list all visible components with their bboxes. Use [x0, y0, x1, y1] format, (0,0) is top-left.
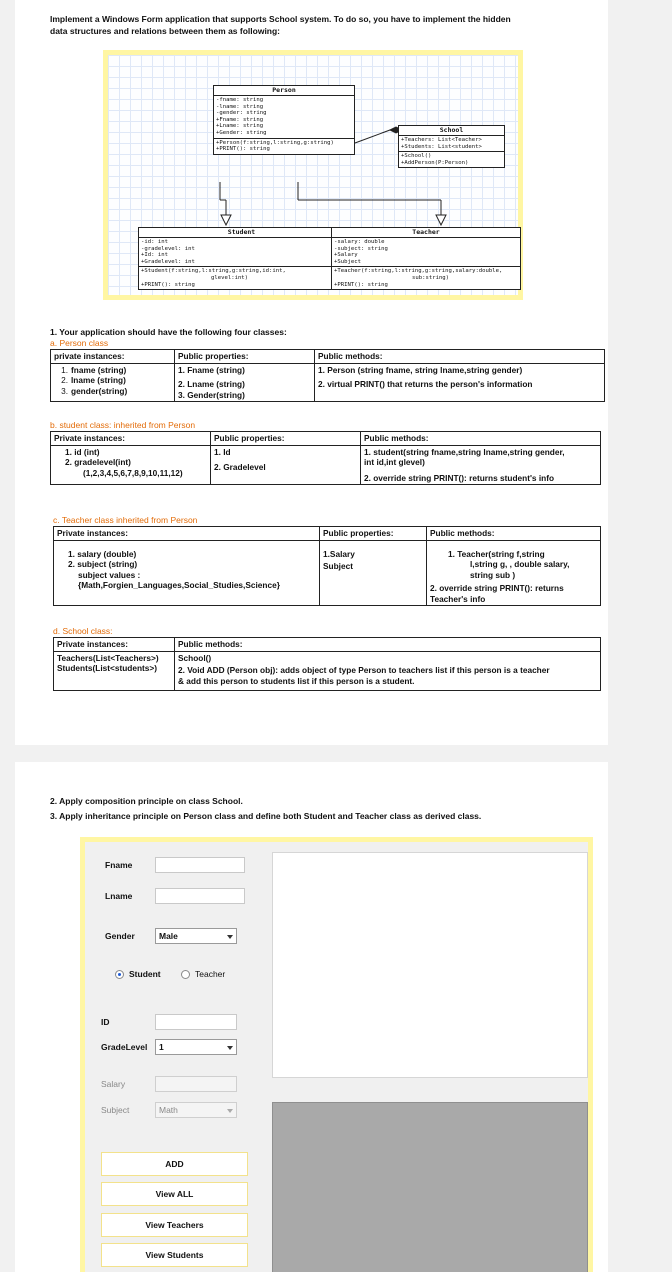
salary-label: Salary	[101, 1079, 126, 1089]
uml-person-attr: +Gender: string	[216, 129, 267, 136]
instruction-3: 3. Apply inheritance principle on Person class and define both Student and Teacher class as derived class.	[50, 811, 482, 821]
uml-class-teacher	[331, 227, 521, 290]
radio-student-label: Student	[129, 969, 161, 979]
list-panel[interactable]	[272, 852, 588, 1078]
uml-student-attr: +Gradelevel: int	[141, 258, 195, 265]
uml-class-diagram	[103, 50, 523, 300]
uml-school-method: +AddPerson(P:Person)	[401, 159, 469, 166]
fname-label: Fname	[105, 860, 133, 870]
list-item: 2. override string PRINT(): returns student's info	[364, 472, 555, 483]
uml-teacher-name: Teacher	[332, 228, 520, 238]
gender-label: Gender	[105, 931, 135, 941]
chevron-down-icon	[227, 1109, 233, 1113]
uml-school-method: +School()	[401, 153, 432, 160]
uml-inherit-arrow-teacher	[436, 215, 446, 225]
salary-input[interactable]	[155, 1076, 237, 1092]
list-item: subject values :	[78, 569, 141, 580]
list-item: 2. gradelevel(int)	[65, 457, 131, 467]
uml-class-person	[213, 85, 355, 155]
output-panel[interactable]	[272, 1102, 588, 1272]
list-item: 1. Fname (string)	[178, 364, 245, 375]
uml-student-method: glevel:int)	[211, 274, 249, 281]
list-item: Teacher's info	[430, 593, 486, 604]
gender-select[interactable]	[155, 928, 237, 944]
uml-student-name: Student	[139, 228, 344, 238]
list-item: string sub )	[470, 569, 516, 580]
uml-student-attr: -gradelevel: int	[141, 245, 195, 252]
add-button[interactable]: ADD	[101, 1152, 248, 1176]
list-item: 2. override string PRINT(): returns	[430, 583, 564, 593]
intro-line-1: Implement a Windows Form application that supports School system. To do so, you have to implement the hidden	[50, 14, 511, 24]
teacher-col1-header: Private instances:	[54, 527, 320, 541]
gradelevel-select[interactable]	[155, 1039, 237, 1055]
uml-school-name: School	[399, 126, 504, 136]
table-student-class	[50, 431, 601, 485]
lname-input[interactable]	[155, 888, 245, 904]
document-page-2	[15, 762, 608, 1272]
chevron-down-icon	[227, 935, 233, 939]
uml-person-attr: -gender: string	[216, 110, 267, 117]
uml-person-method: +Person(f:string,l:string,g:string)	[216, 139, 334, 146]
uml-school-attr: +Teachers: List<Teacher>	[401, 137, 482, 143]
list-item: School()	[178, 652, 212, 663]
view-students-button[interactable]: View Students	[101, 1243, 248, 1267]
person-col2-header: Public properties:	[175, 350, 315, 364]
list-item: 1. Person (string fname, string lname,string gender)	[318, 364, 523, 375]
uml-teacher-method: +PRINT(): string	[334, 281, 388, 288]
heading-person-class: a. Person class	[50, 338, 109, 348]
radio-teacher[interactable]	[181, 969, 225, 979]
list-item: 3. Gender(string)	[178, 389, 245, 400]
uml-teacher-attr: +Salary	[334, 252, 358, 259]
uml-person-attr: +Fname: string	[216, 116, 264, 123]
list-item: (1,2,3,4,5,6,7,8,9,10,11,12)	[83, 467, 183, 478]
intro-line-2: data structures and relations between them as following:	[50, 26, 281, 36]
gradelevel-select-value: 1	[159, 1042, 164, 1052]
windows-form-mockup	[80, 837, 593, 1272]
list-item: 1.Salary	[323, 548, 355, 559]
list-item: 1. salary (double)	[68, 548, 137, 559]
list-item: 1. Id	[214, 446, 231, 457]
uml-person-method: +PRINT(): string	[216, 146, 270, 153]
subject-select-value: Math	[159, 1105, 178, 1115]
uml-person-attr: +Lname: string	[216, 123, 264, 130]
list-item: 2. virtual PRINT() that returns the person's information	[318, 379, 533, 389]
subject-select[interactable]	[155, 1102, 237, 1118]
uml-teacher-attr: -subject: string	[334, 245, 388, 252]
instruction-2: 2. Apply composition principle on class School.	[50, 796, 243, 806]
uml-student-attr: +Id: int	[141, 252, 168, 259]
uml-person-attr: -fname: string	[216, 97, 264, 103]
uml-teacher-attr: -salary: double	[334, 239, 385, 245]
section-1-title: 1. Your application should have the following four classes:	[50, 327, 287, 337]
list-item: 2. lname (string)	[61, 375, 126, 385]
heading-teacher-class: c. Teacher class inherited from Person	[53, 515, 198, 525]
uml-person-attr: -lname: string	[216, 103, 264, 110]
list-item: l,string g, , double salary,	[470, 559, 570, 569]
radio-teacher-label: Teacher	[195, 969, 226, 979]
list-item: 2. Lname (string)	[178, 379, 245, 389]
uml-student-method: +Student(f:string,l:string,g:string,id:int,	[141, 268, 286, 275]
uml-teacher-method: sub:string)	[412, 274, 450, 281]
student-col1-header: Private instances:	[51, 432, 211, 446]
uml-inherit-arrow-student	[221, 215, 231, 225]
list-item: 3. gender(string)	[61, 385, 128, 396]
gradelevel-label: GradeLevel	[101, 1042, 148, 1052]
list-item: Subject	[323, 561, 353, 571]
table-teacher-class	[53, 526, 601, 606]
table-person-class	[50, 349, 605, 402]
teacher-col2-header: Public properties:	[320, 527, 427, 541]
school-col1-header: Private instances:	[54, 638, 175, 652]
radio-unselected-icon	[181, 970, 190, 979]
list-item: 2. Gradelevel	[214, 462, 266, 472]
list-item: 1. student(string fname,string lname,string gender,	[364, 446, 565, 457]
heading-student-class: b. student class: inherited from Person	[50, 420, 196, 430]
radio-selected-icon	[115, 970, 124, 979]
uml-class-student	[138, 227, 345, 290]
uml-teacher-method: +Teacher(f:string,l:string,g:string,salary:double,	[334, 268, 503, 275]
list-item: & add this person to students list if this person is a student.	[178, 675, 415, 686]
list-item: 2. Void ADD (Person obj): adds object of type Person to teachers list if this person is a teacher	[178, 665, 550, 675]
id-input[interactable]	[155, 1014, 237, 1030]
uml-student-method: +PRINT(): string	[141, 281, 195, 288]
radio-student[interactable]	[115, 969, 161, 979]
person-col3-header: Public methods:	[315, 350, 605, 364]
list-item: int id,int glevel)	[364, 457, 425, 467]
chevron-down-icon	[227, 1046, 233, 1050]
subject-label: Subject	[101, 1105, 130, 1115]
document-page-1	[15, 0, 608, 745]
id-label: ID	[101, 1017, 110, 1027]
uml-school-attr: +Students: List<student>	[401, 143, 482, 150]
list-item: 2. subject (string)	[68, 559, 138, 569]
uml-person-name: Person	[214, 86, 354, 96]
list-item: Students(List<students>)	[57, 663, 158, 673]
lname-label: Lname	[105, 891, 133, 901]
list-item: 1. fname (string)	[61, 364, 127, 375]
person-col1-header: private instances:	[51, 350, 175, 364]
heading-school-class: d. School class:	[53, 626, 113, 636]
list-item: 1. Teacher(string f,string	[448, 548, 545, 559]
uml-line-person-school	[355, 130, 390, 143]
uml-class-school	[398, 125, 505, 168]
list-item: {Math,Forgien_Languages,Social_Studies,Science}	[78, 580, 280, 590]
uml-teacher-attr: +Subject	[334, 258, 361, 265]
list-item: 1. id (int)	[65, 446, 100, 457]
student-col3-header: Public methods:	[361, 432, 601, 446]
school-col2-header: Public methods:	[175, 638, 601, 652]
fname-input[interactable]	[155, 857, 245, 873]
gender-select-value: Male	[159, 931, 178, 941]
uml-student-attr: -id: int	[141, 239, 168, 245]
student-col2-header: Public properties:	[211, 432, 361, 446]
table-school-class	[53, 637, 601, 691]
view-all-button[interactable]: View ALL	[101, 1182, 248, 1206]
teacher-col3-header: Public methods:	[427, 527, 601, 541]
list-item: Teachers(List<Teachers>)	[57, 652, 159, 663]
view-teachers-button[interactable]: View Teachers	[101, 1213, 248, 1237]
